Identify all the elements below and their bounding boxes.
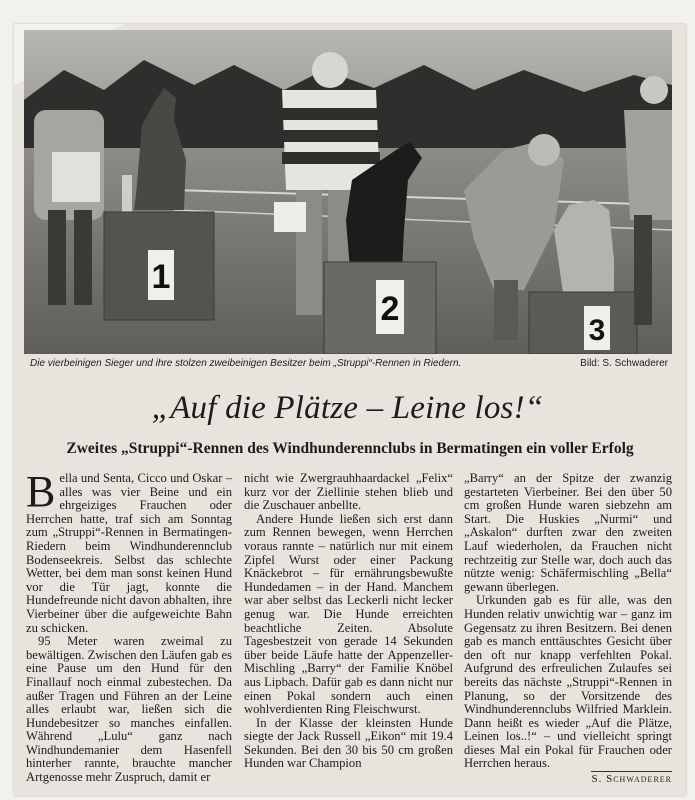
author-name: S. Schwaderer <box>591 773 672 786</box>
caption-text: Die vierbeinigen Sieger und ihre stolzen zweibeinigen Besitzer beim „Struppi“-Rennen in Riedern. <box>30 358 462 369</box>
photo-caption <box>30 358 668 369</box>
podium-number-3: 3 <box>588 314 606 347</box>
article-column-3 <box>464 472 672 787</box>
paragraph: nicht wie Zwergrauhhaardackel „Felix“ kurz vor der Ziellinie stehen blieb und die Zuschauer anbellte. <box>244 471 453 513</box>
podium-number-2: 2 <box>380 290 400 328</box>
article-column-2 <box>244 472 453 771</box>
photo-scene <box>24 30 672 354</box>
paragraph-text: ella und Senta, Cicco und Oskar – alles was vier Beine und ein ehrgeiziges Frauchen oder Herrchen hatte, traf sich am Sonntag zum „Struppi“-Rennen in Bermatingen-Riedern beim Windhunderennclub Bodenseekreis. Selbst das schlechte Wetter, bei dem man sonst keinen Hund vor die Tür jagt, konnte die Hundefreunde nicht davon abhalten, ihre Vierbeiner über die aufgeweichte Bahn zu schicken. <box>26 471 232 635</box>
drop-cap: B <box>26 467 56 516</box>
article-subheadline: Zweites „Struppi“-Rennen des Windhunderennclubs in Bermatingen ein voller Erfolg <box>66 440 634 457</box>
paragraph: In der Klasse der kleinsten Hunde siegte der Jack Russell „Eikon“ mit 19.4 Sekunden. Bei den 30 bis 50 cm großen Hunden war Champion <box>244 715 453 771</box>
dog-third-place <box>554 200 614 300</box>
paragraph: 95 Meter waren zweimal zu bewältigen. Zwischen den Läufen gab es eine Pause um den Hund für den Finallauf noch einmal zubestechen. Da außer Tragen und Führen an der Leine alles erlaubt war, ließen sich die Hundebesitzer so manches einfallen. Während „Lulu“ ganz nach Windhundemanier dem Hasenfell hinterher rannte, brauchte mancher Artgenosse mehr Zuspruch, damit er <box>26 634 232 785</box>
author-byline <box>464 773 672 787</box>
podium-number-1: 1 <box>151 258 171 296</box>
article-photo <box>24 30 672 354</box>
paragraph: Urkunden gab es für alle, was den Hunden relativ unwichtig war – ganz im Gegensatz zu ihren Besitzern. Bei denen gab es manch enttäuschtes Gesicht über den oft nur knapp verfehlten Pokal. Aufgrund des erfreulichen Zulaufes sei bereits das nächste „Struppi“-Rennen in Planung, so der Vorsitzende des Windhunderennclubs Wilfried Marklein. Dann heißt es wieder „Auf die Plätze, Leinen los..!“ – und vielleicht springt dieses Mal ein Pokal für Frauchen oder Herrchen heraus. <box>464 593 672 771</box>
paragraph: Andere Hunde ließen sich erst dann zum Rennen bewegen, wenn Herrchen voraus rannte – natürlich nur mit einem Zipfel Wurst oder einer Packung Knäckebrot – für ernährungsbewußte Hundedamen – in der Hand. Manchem war aber selbst das Leckerli nicht lecker genug war. Die Hunde erreichten beachtliche Zeiten. Absolute Tagesbestzeit von gerade 14 Sekunden über beide Läufe hatte der Appenzeller-Mischling „Barry“ der Familie Knöbel aus Lipbach. Dafür gab es dann nicht nur einen Pokal sondern auch einen wohlverdienten Ring Fleischwurst. <box>244 511 453 717</box>
podium-third <box>529 292 637 354</box>
paragraph <box>26 467 232 635</box>
article-headline: „Auf die Plätze – Leine los!“ <box>151 390 544 426</box>
article-column-1 <box>26 467 232 785</box>
photo-credit: Bild: S. Schwaderer <box>580 358 668 369</box>
paragraph: „Barry“ an der Spitze der zwanzig gestarteten Vierbeiner. Bei den über 50 cm großen Hunde waren siebzehn am Start. Die Huskies „Nurmi“ und „Askalon“ durften zwar den zweiten Lauf wiederholen, da Frauchen nicht rechtzeitig zur Stelle war, doch auch das nützte wenig: Schäfermischling „Bella“ gewann überlegen. <box>464 471 672 594</box>
